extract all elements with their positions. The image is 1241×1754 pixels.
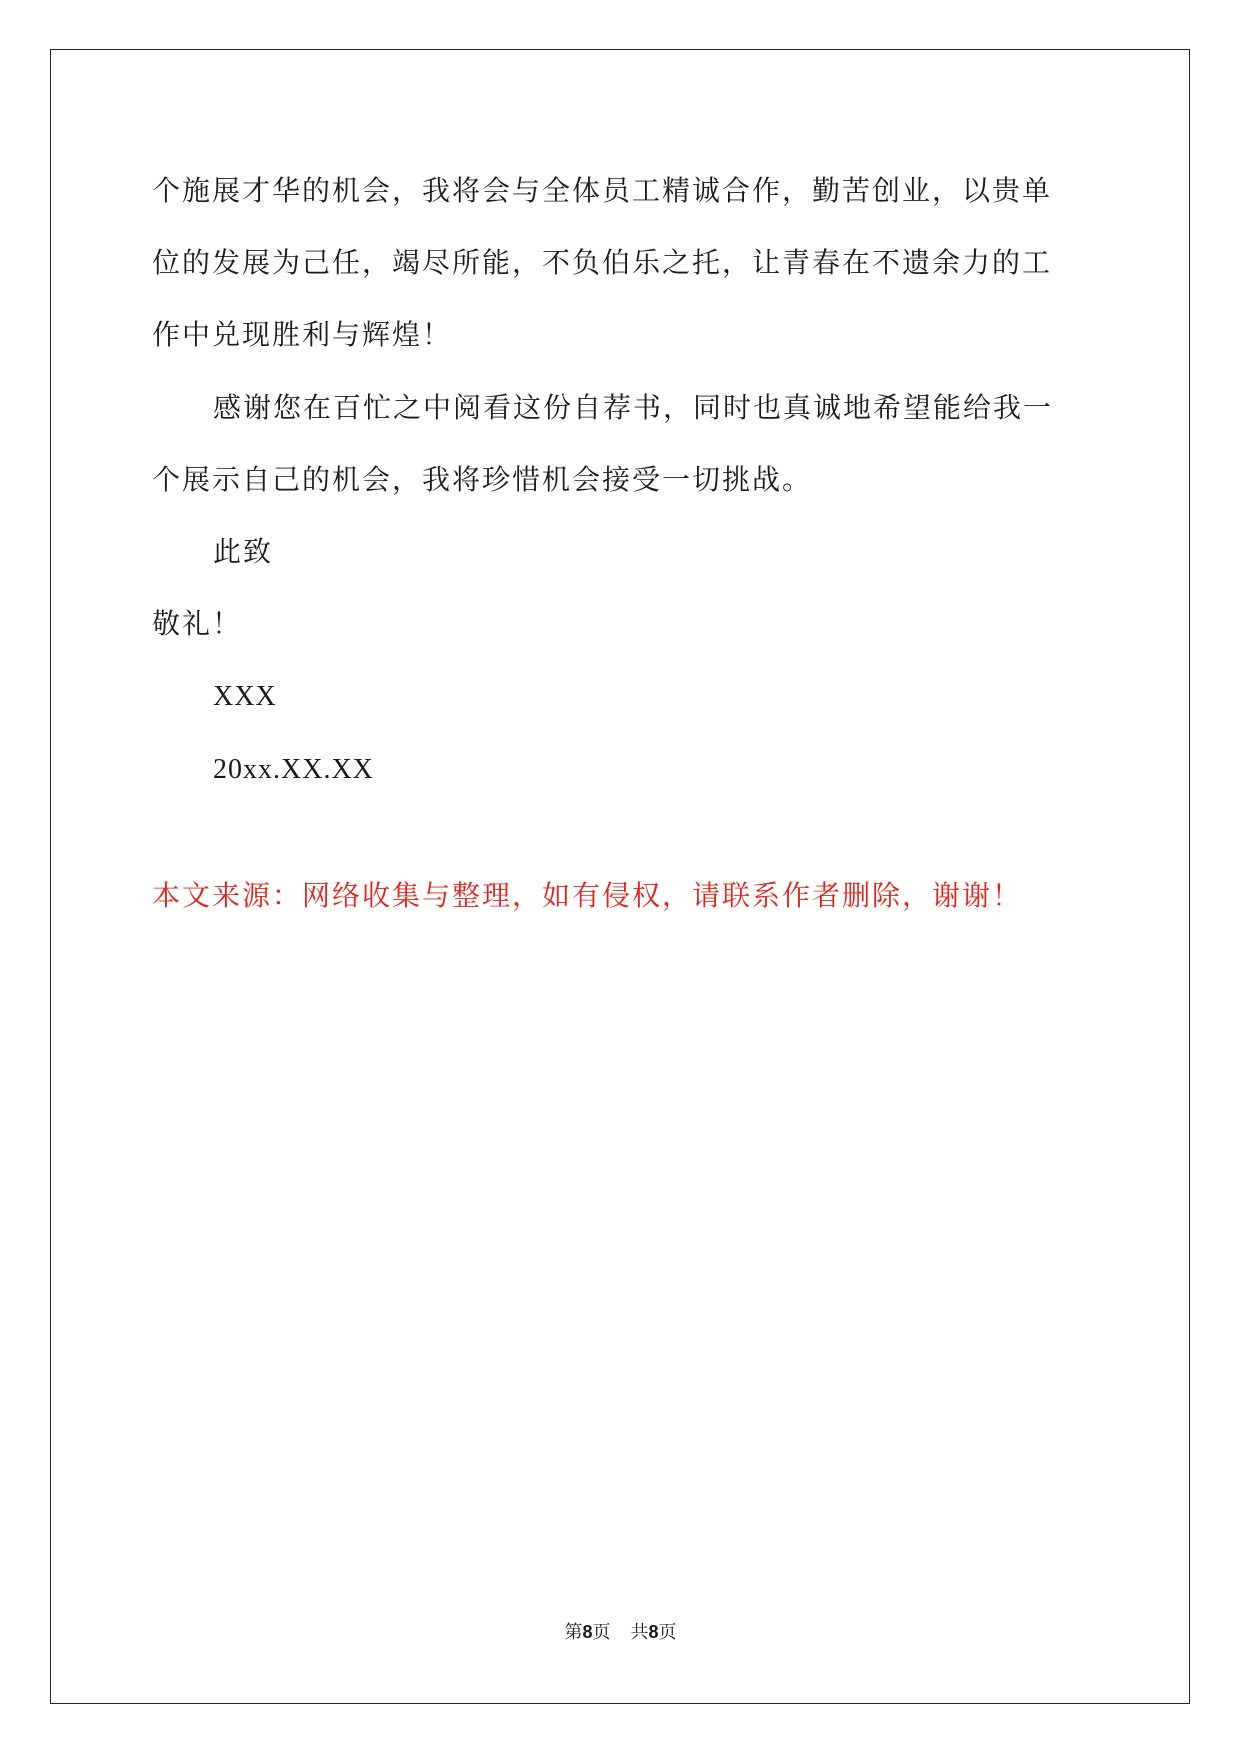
- closing-phrase: 此致: [213, 535, 274, 568]
- footer-page-current: 8: [582, 1622, 593, 1642]
- salutation: 敬礼！: [152, 607, 243, 640]
- source-note: 本文来源：网络收集与整理，如有侵权，请联系作者删除，谢谢！: [152, 879, 1023, 912]
- body-line-1: 个施展才华的机会，我将会与全体员工精诚合作，勤苦创业，以贵单: [152, 174, 1053, 207]
- footer-page-total: 8: [648, 1622, 659, 1642]
- body-line-4: 感谢您在百忙之中阅看这份自荐书，同时也真诚地希望能给我一: [213, 391, 1054, 424]
- footer-total-prefix: 共: [630, 1622, 649, 1643]
- footer-page-suffix: 页: [592, 1622, 611, 1643]
- signature: XXX: [213, 681, 277, 712]
- footer-page-prefix: 第: [564, 1622, 583, 1643]
- body-line-3: 作中兑现胜利与辉煌！: [152, 318, 453, 351]
- body-line-5: 个展示自己的机会，我将珍惜机会接受一切挑战。: [152, 463, 813, 496]
- body-line-2: 位的发展为己任，竭尽所能，不负伯乐之托，让青春在不遗余力的工: [152, 246, 1053, 279]
- page-footer: [0, 1620, 1241, 1645]
- date: 20xx.XX.XX: [213, 754, 374, 785]
- footer-total-suffix: 页: [658, 1622, 677, 1643]
